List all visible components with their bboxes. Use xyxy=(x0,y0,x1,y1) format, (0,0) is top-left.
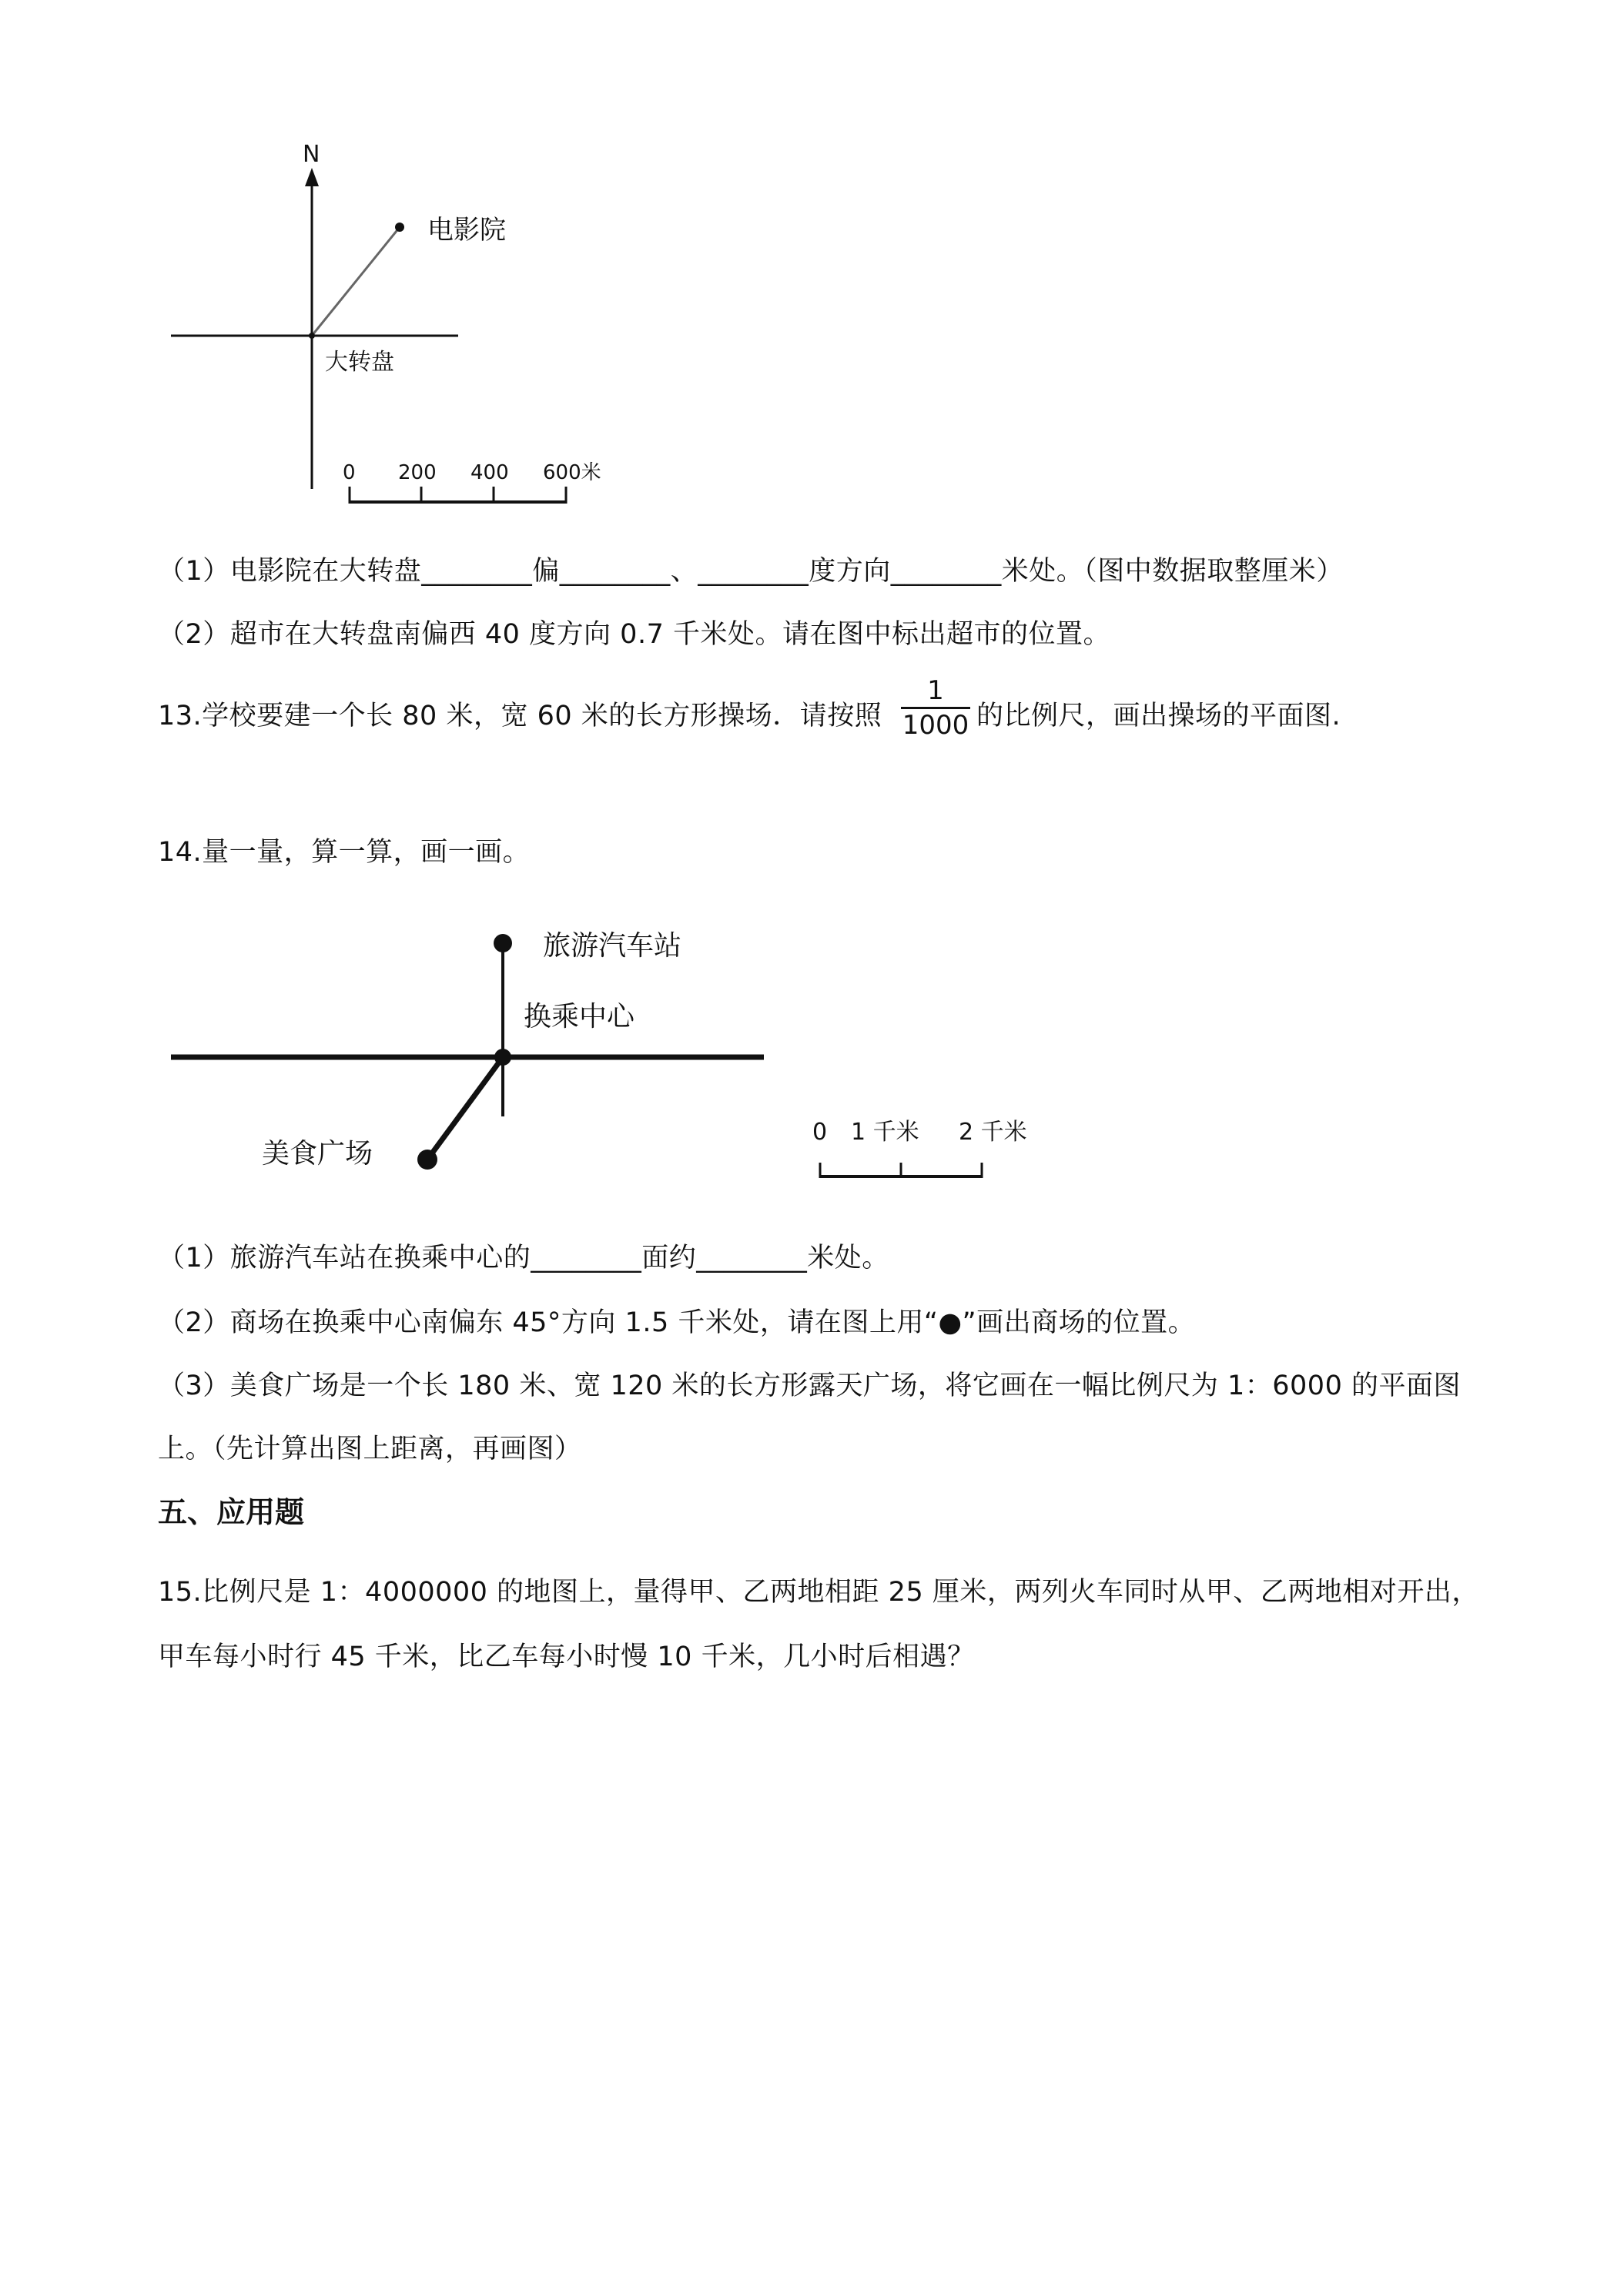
figure-transfer-map xyxy=(154,901,1078,1193)
q12-part1: （1）电影院在大转盘________偏________、________度方向________米处。（图中数据取整厘米） xyxy=(158,556,1344,587)
fraction-bar xyxy=(901,707,970,709)
roundabout-label: 大转盘 xyxy=(325,349,394,376)
q13-text-after: 的比例尺，画出操场的平面图. xyxy=(976,701,1341,731)
scale-tick-label: 200 xyxy=(398,461,437,484)
scale-bar xyxy=(812,1119,1027,1178)
scale-tick-label: 2 千米 xyxy=(959,1119,1027,1146)
figure-cinema-map xyxy=(154,139,655,539)
q15-line2: 甲车每小时行 45 千米，比乙车每小时慢 10 千米，几小时后相遇？ xyxy=(158,1642,975,1672)
section-heading: 五、应用题 xyxy=(158,1495,305,1529)
north-arrow-icon xyxy=(305,168,319,186)
north-label: N xyxy=(303,141,320,168)
scale-tick-label: 400 xyxy=(470,461,509,484)
q14-part3-line1: （3）美食广场是一个长 180 米、宽 120 米的长方形露天广场，将它画在一幅比例尺为 1：6000 的平面图 xyxy=(158,1371,1461,1401)
q13-scale-fraction xyxy=(901,676,970,740)
q12-part2: （2）超市在大转盘南偏西 40 度方向 0.7 千米处。请在图中标出超市的位置。 xyxy=(158,619,1110,650)
fraction-numerator: 1 xyxy=(927,675,944,706)
bus-station-point xyxy=(494,934,512,952)
scale-tick-label: 1 千米 xyxy=(851,1119,919,1146)
q13-text-before: 13.学校要建一个长 80 米，宽 60 米的长方形操场．请按照 xyxy=(158,701,882,731)
cinema-label: 电影院 xyxy=(427,215,506,246)
q14-part3-line2: 上。（先计算出图上距离，再画图） xyxy=(158,1434,582,1464)
scale-tick-label: 600米 xyxy=(543,461,601,484)
q15-line1: 15.比例尺是 1：4000000 的地图上，量得甲、乙两地相距 25 厘米，两列火车同时从甲、乙两地相对开出， xyxy=(158,1577,1479,1608)
bus-station-label: 旅游汽车站 xyxy=(543,930,682,962)
cinema-direction-line xyxy=(312,227,400,336)
scale-bar xyxy=(343,461,601,504)
food-plaza-label: 美食广场 xyxy=(262,1138,373,1170)
food-plaza-point xyxy=(417,1150,437,1170)
cinema-point xyxy=(395,223,404,232)
q14-title: 14.量一量，算一算，画一画。 xyxy=(158,837,531,868)
q14-part2: （2）商场在换乘中心南偏东 45°方向 1.5 千米处，请在图上用“●”画出商场的位置。 xyxy=(158,1307,1196,1338)
fraction-denominator: 1000 xyxy=(902,710,969,741)
scale-tick-label: 0 xyxy=(343,461,356,484)
q14-part1: （1）旅游汽车站在换乘中心的________面约________米处。 xyxy=(158,1243,889,1274)
roundabout-point xyxy=(309,333,315,339)
road-to-food-plaza xyxy=(427,1057,503,1160)
transfer-center-label: 换乘中心 xyxy=(524,1001,635,1033)
transfer-center-point xyxy=(494,1049,511,1066)
scale-tick-label: 0 xyxy=(812,1119,828,1146)
